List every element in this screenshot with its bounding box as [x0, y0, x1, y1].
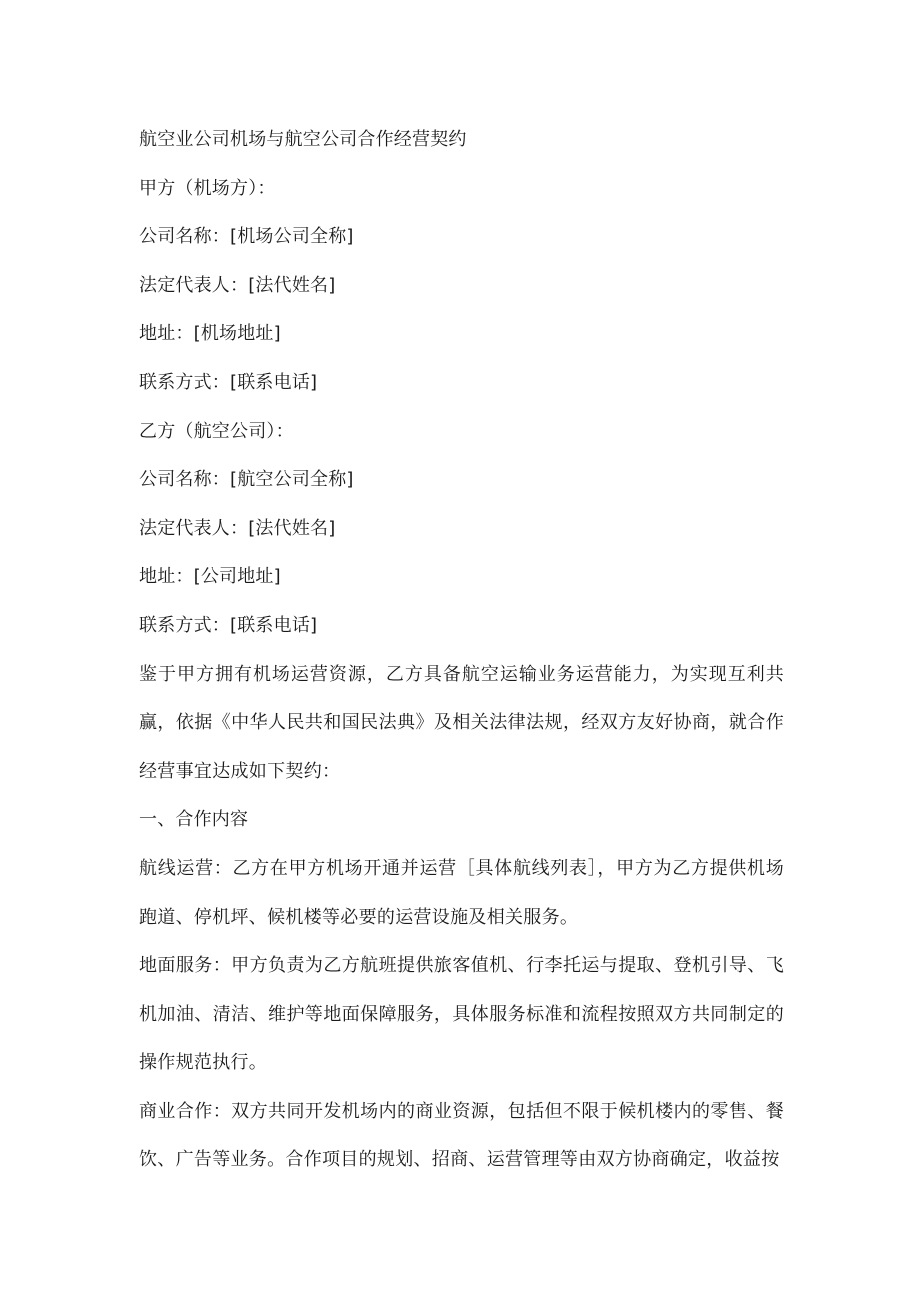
party-b-company-name: 公司名称：[航空公司全称]: [139, 469, 354, 491]
document-body: [139, 116, 784, 1185]
party-a-representative: 法定代表人：[法代姓名]: [139, 274, 336, 296]
party-a-heading: 甲方（机场方）：: [139, 177, 276, 199]
section-1-heading: 一、合作内容: [139, 809, 249, 831]
party-b-contact: 联系方式：[联系电话]: [139, 614, 318, 636]
route-operation-clause: 航线运营：乙方在甲方机场开通并运营［具体航线列表］，甲方为乙方提供机场跑道、停机坪、候机楼等必要的运营设施及相关服务。: [139, 857, 784, 928]
preamble-paragraph: 鉴于甲方拥有机场运营资源，乙方具备航空运输业务运营能力，为实现互利共赢，依据《中华人民共和国民法典》及相关法律法规，经双方友好协商，就合作经营事宜达成如下契约：: [139, 663, 784, 782]
party-b-address: 地址：[公司地址]: [139, 566, 281, 588]
party-a-contact: 联系方式：[联系电话]: [139, 371, 318, 393]
party-a-address: 地址：[机场地址]: [139, 323, 281, 345]
ground-service-clause: 地面服务：甲方负责为乙方航班提供旅客值机、行李托运与提取、登机引导、飞机加油、清洁、维护等地面保障服务，具体服务标准和流程按照双方共同制定的操作规范执行。: [139, 955, 784, 1074]
contract-title: 航空业公司机场与航空公司合作经营契约: [139, 129, 467, 150]
party-b-representative: 法定代表人：[法代姓名]: [139, 517, 336, 539]
party-b-heading: 乙方（航空公司）：: [139, 420, 294, 442]
commercial-cooperation-clause: 商业合作：双方共同开发机场内的商业资源，包括但不限于候机楼内的零售、餐饮、广告等业务。合作项目的规划、招商、运营管理等由双方协商确定，收益按: [139, 1100, 784, 1171]
party-a-company-name: 公司名称：[机场公司全称]: [139, 226, 354, 248]
